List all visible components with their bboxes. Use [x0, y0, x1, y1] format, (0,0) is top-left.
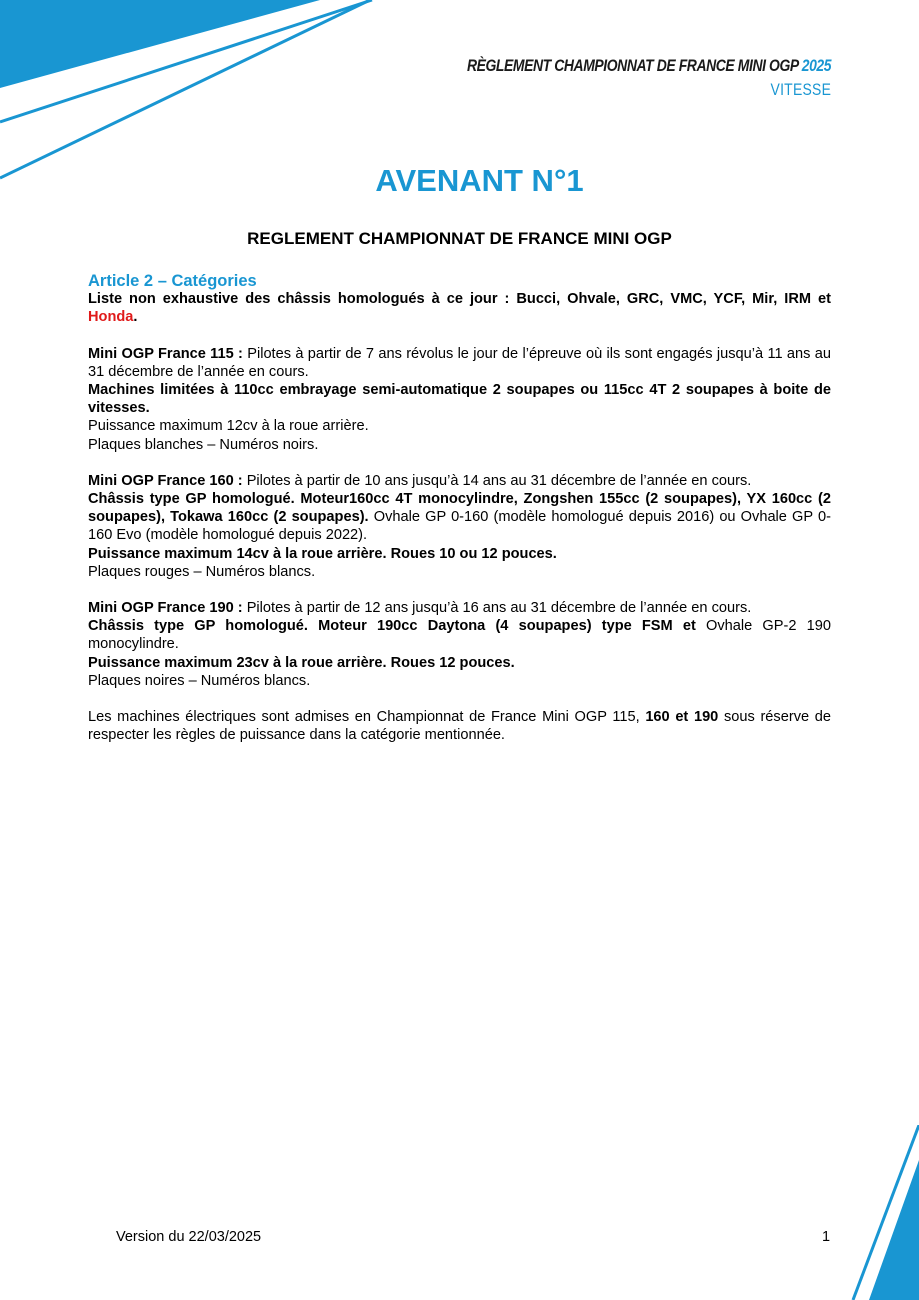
category-190-power: Puissance maximum 23cv à la roue arrière. Roues 12 pouces.: [88, 654, 515, 671]
category-160-plates: Plaques rouges – Numéros blancs.: [88, 563, 316, 580]
top-left-stripes-decoration: [0, 0, 380, 185]
category-115-power: Puissance maximum 12cv à la roue arrière.: [88, 418, 369, 435]
category-190-chassis: Châssis type GP homologué. Moteur 190cc Daytona (4 soupapes) type FSM et Ovhale GP-2 190 monocylindre.: [88, 618, 831, 653]
category-160-chassis: Châssis type GP homologué. Moteur160cc 4T monocylindre, Zongshen 155cc (2 soupapes), YX 160cc (2 soupapes), Tokawa 160cc (2 soupapes). Ovhale GP 0-160 (modèle homologué depuis 2016) ou Ovhale GP 0-160 Evo (modèle homologué depuis 2022).: [88, 491, 831, 544]
bottom-right-stripes-decoration: [849, 1125, 919, 1300]
document-body: [88, 272, 831, 744]
category-115-machines: Machines limitées à 110cc embrayage semi-automatique 2 soupapes ou 115cc 4T 2 soupapes à boite de vitesses.: [88, 382, 831, 417]
header-subtitle: VITESSE: [770, 80, 831, 99]
header-year: 2025: [801, 56, 831, 75]
category-190: Mini OGP France 190 : Pilotes à partir de 12 ans jusqu’à 16 ans au 31 décembre de l’année en cours.: [88, 600, 752, 617]
honda-highlight: Honda: [88, 309, 134, 326]
category-115: Mini OGP France 115 : Pilotes à partir de 7 ans révolus le jour de l’épreuve où ils sont engagés jusqu’à 11 ans au 31 décembre de l’année en cours.: [88, 345, 831, 380]
electric-machines-note: Les machines électriques sont admises en Championnat de France Mini OGP 115, 160 et 190 sous réserve de respecter les règles de puissance dans la catégorie mentionnée.: [88, 709, 832, 744]
footer-version: Version du 22/03/2025: [116, 1229, 262, 1245]
chassis-list: Liste non exhaustive des châssis homologués à ce jour : Bucci, Ohvale, GRC, VMC, YCF, Mir, IRM et Honda.: [88, 291, 831, 326]
category-160-power: Puissance maximum 14cv à la roue arrière. Roues 10 ou 12 pouces.: [88, 545, 557, 562]
avenant-heading: AVENANT N°1: [375, 163, 584, 198]
document-title: REGLEMENT CHAMPIONNAT DE FRANCE MINI OGP: [247, 229, 672, 248]
category-190-plates: Plaques noires – Numéros blancs.: [88, 672, 311, 689]
page-number: 1: [822, 1229, 831, 1245]
category-115-plates: Plaques blanches – Numéros noirs.: [88, 436, 319, 453]
header-title: RÈGLEMENT CHAMPIONNAT DE FRANCE MINI OGP 2025: [466, 56, 831, 75]
page-header: [387, 56, 831, 100]
category-160: Mini OGP France 160 : Pilotes à partir de 10 ans jusqu’à 14 ans au 31 décembre de l’année en cours.: [88, 472, 752, 489]
article-title: Article 2 – Catégories: [88, 272, 257, 290]
